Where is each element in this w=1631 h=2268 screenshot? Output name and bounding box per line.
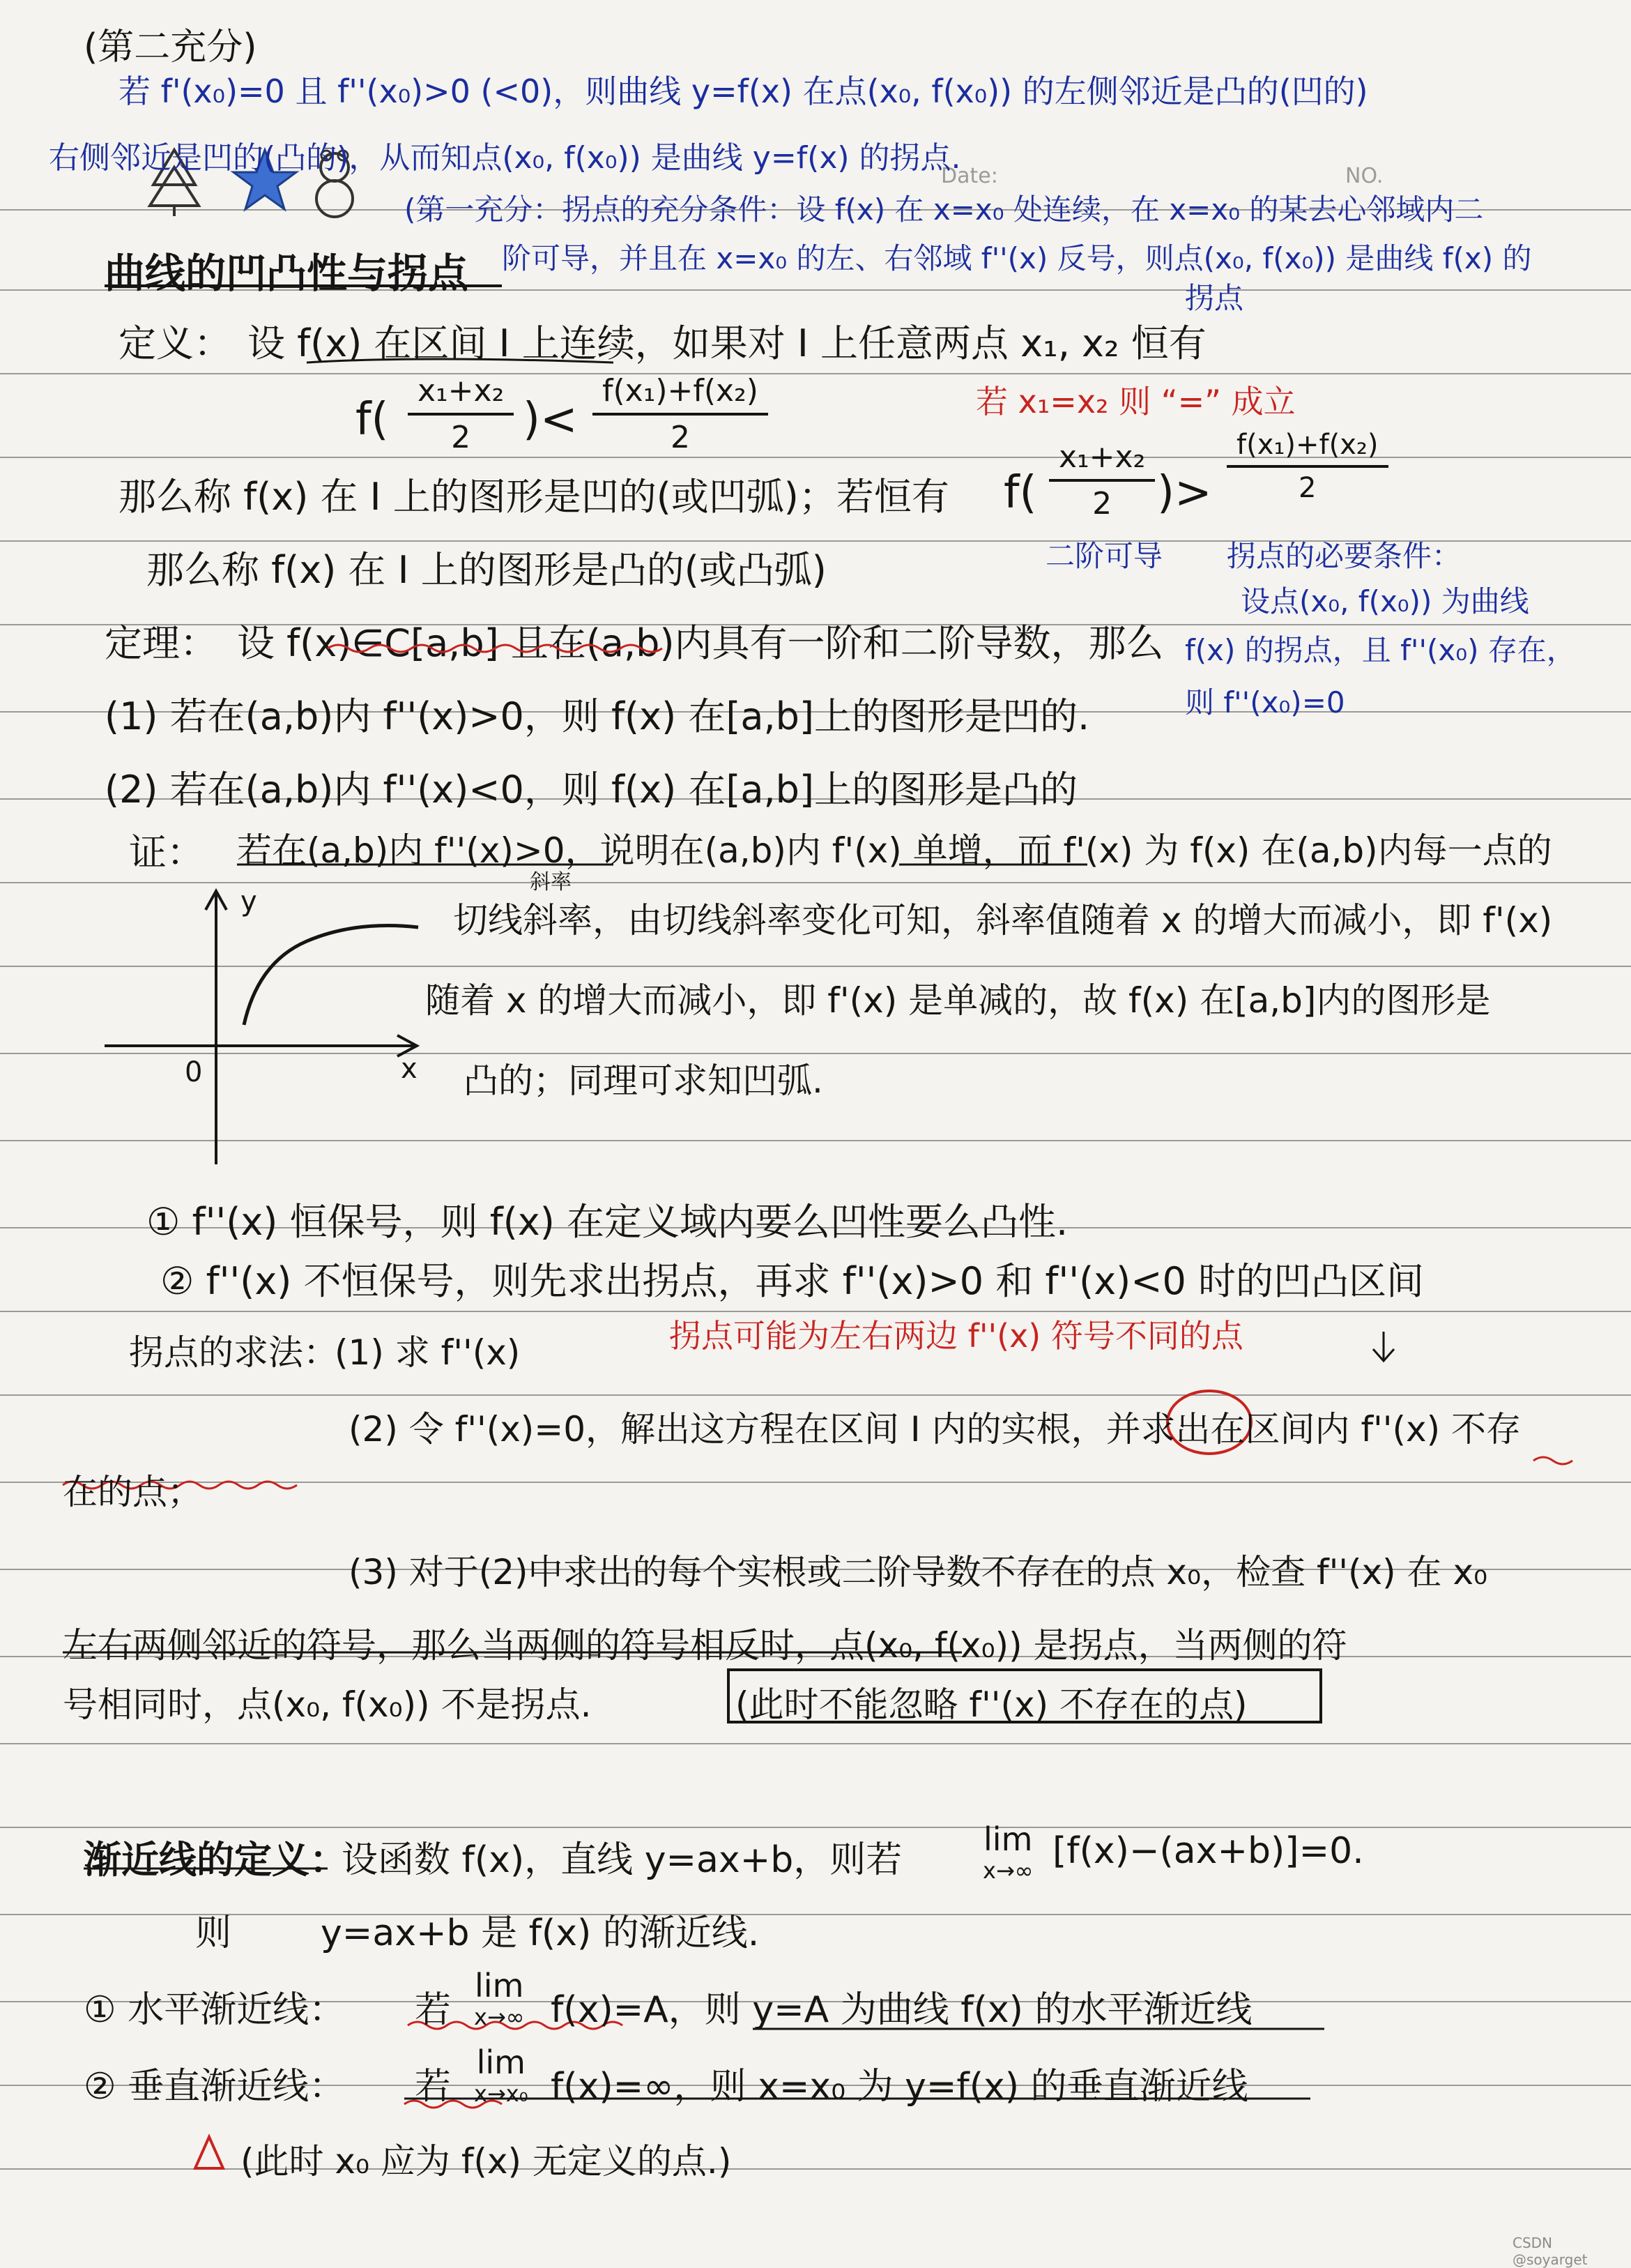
proof-label: 证：	[129, 830, 204, 874]
red-note-equality: 若 x₁=x₂ 则 “=” 成立	[976, 383, 1296, 420]
horizontal-limit-sub: x→∞	[474, 2004, 525, 2030]
ineq2-f: f(	[1004, 467, 1037, 519]
second-sufficient-text-2: 右侧邻近是凹的(凸的)，从而知点(x₀, f(x₀)) 是曲线 y=f(x) 的拐点.	[49, 140, 961, 176]
asymptote-limit-sub: x→∞	[983, 1857, 1034, 1884]
vertical-asymptote-note: (此时 x₀ 应为 f(x) 无定义的点.)	[240, 2141, 732, 2182]
ruled-line	[0, 1482, 1631, 1483]
proof-line-1: 若在(a,b)内 f''(x)>0，说明在(a,b)内 f'(x) 单增，而 f'(x) 为 f(x) 在(a,b)内每一点的	[237, 830, 1552, 871]
graph-axis-y-label: y	[240, 885, 257, 918]
ruled-line	[0, 882, 1631, 883]
ruled-line	[0, 1140, 1631, 1141]
theorem-label: 定理：	[105, 621, 217, 665]
vertical-asymptote-text: f(x)=∞，则 x=x₀ 为 y=f(x) 的垂直渐近线	[551, 2066, 1248, 2108]
ineq2-relation: )>	[1157, 467, 1212, 519]
blue-necessary-1: 拐点的必要条件：	[1227, 539, 1462, 573]
method-step-3a: (3) 对于(2)中求出的每个实根或二阶导数不存在的点 x₀，检查 f''(x) 在 x₀	[349, 1552, 1488, 1592]
no-label: NO.	[1345, 164, 1384, 188]
vertical-limit-sub: x→x₀	[474, 2080, 528, 2107]
second-sufficient-text-1: 若 f'(x₀)=0 且 f''(x₀)>0 (<0)，则曲线 y=f(x) 在点(x₀, f(x₀)) 的左侧邻近是凸的(凹的)	[118, 73, 1368, 110]
asymptote-then-label: 则	[195, 1912, 232, 1954]
theorem-text: 设 f(x)∈C[a,b] 且在(a,b)内具有一阶和二阶导数，那么	[237, 621, 1164, 665]
ineq1-rhs-fraction	[592, 373, 768, 455]
red-note-inflection: 拐点可能为左右两边 f''(x) 符号不同的点	[669, 1317, 1243, 1355]
ruled-line	[0, 1743, 1631, 1744]
convex-definition: 那么称 f(x) 在 I 上的图形是凸的(或凸弧)	[146, 548, 827, 592]
theorem-case-1: (1) 若在(a,b)内 f''(x)>0，则 f(x) 在[a,b]上的图形是凹的.	[105, 694, 1090, 738]
proof-slope-small: 斜率	[530, 870, 572, 895]
ineq1-f: f(	[355, 394, 389, 446]
vertical-asymptote-label: ② 垂直渐近线：	[84, 2066, 346, 2108]
ineq1-lhs-numerator: x₁+x₂	[408, 373, 514, 416]
asymptote-limit-word: lim	[983, 1820, 1033, 1858]
blue-necessary-2: 设点(x₀, f(x₀)) 为曲线	[1241, 584, 1529, 618]
proof-line-2: 切线斜率，由切线斜率变化可知，斜率值随着 x 的增大而减小，即 f'(x)	[453, 900, 1553, 941]
asymptote-definition: 设函数 f(x)，直线 y=ax+b，则若	[342, 1839, 903, 1881]
ruled-line	[0, 1394, 1631, 1396]
ruled-line	[0, 1914, 1631, 1915]
graph-axis-x-label: x	[401, 1053, 418, 1085]
horizontal-asymptote-limit	[474, 1967, 525, 2030]
blue-necessary-4: 则 f''(x₀)=0	[1185, 685, 1345, 720]
first-sufficient-text-1: (第一充分：拐点的充分条件：设 f(x) 在 x=x₀ 处连续，在 x=x₀ 的某去心邻域内二	[404, 192, 1484, 227]
horizontal-asymptote-if: 若	[415, 1989, 452, 2031]
method-step-3-boxed-note: (此时不能忽略 f''(x) 不存在的点)	[735, 1684, 1248, 1725]
section-title-asymptote: 渐近线的定义：	[84, 1838, 347, 1882]
vertical-asymptote-limit	[474, 2046, 528, 2105]
first-sufficient-text-2: 阶可导，并且在 x=x₀ 的左、右邻域 f''(x) 反号，则点(x₀, f(x₀)) 是曲线 f(x) 的	[502, 241, 1532, 275]
method-step-1: (1) 求 f''(x)	[335, 1332, 521, 1373]
theorem-case-2: (2) 若在(a,b)内 f''(x)<0，则 f(x) 在[a,b]上的图形是凸的	[105, 768, 1078, 812]
vertical-asymptote-if: 若	[415, 2066, 452, 2108]
ruled-line	[0, 1827, 1631, 1828]
note-always-same-sign: ① f''(x) 恒保号，则 f(x) 在定义域内要么凹性要么凸性.	[146, 1200, 1069, 1244]
note-not-same-sign: ② f''(x) 不恒保号，则先求出拐点，再求 f''(x)>0 和 f''(x)<0 时的凹凸区间	[160, 1259, 1424, 1303]
blue-second-derivative-note: 二阶可导	[1046, 539, 1163, 573]
concave-definition: 那么称 f(x) 在 I 上的图形是凹的(或凹弧)；若恒有	[118, 475, 949, 519]
ineq2-rhs-numerator: f(x₁)+f(x₂)	[1227, 429, 1388, 468]
method-step-2b: 在的点；	[63, 1472, 202, 1512]
ruled-line	[0, 373, 1631, 374]
red-wave-method-end	[1533, 1457, 1572, 1464]
ineq1-rhs-denominator: 2	[670, 420, 690, 455]
ineq1-lhs-fraction	[408, 373, 514, 455]
ruled-line	[0, 966, 1631, 967]
graph-curve	[244, 926, 418, 1026]
method-label: 拐点的求法：	[129, 1332, 338, 1373]
watermark-credit: CSDN @soyarget	[1513, 2235, 1588, 2268]
ineq1-relation: )<	[523, 394, 578, 446]
first-sufficient-text-3: 拐点	[1185, 281, 1244, 315]
graph-origin-label: 0	[185, 1056, 203, 1088]
blue-necessary-3: f(x) 的拐点，且 f''(x₀) 存在，	[1185, 633, 1576, 667]
method-step-2a: (2) 令 f''(x)=0，解出这方程在区间 I 内的实根，并求出在区间内 f''(x) 不存	[349, 1409, 1522, 1449]
horizontal-asymptote-text: f(x)=A，则 y=A 为曲线 f(x) 的水平渐近线	[551, 1989, 1253, 2031]
definition-label: 定义：	[118, 321, 231, 365]
ineq2-lhs-fraction	[1049, 439, 1155, 522]
proof-line-4: 凸的；同理可求知凹弧.	[464, 1060, 823, 1101]
method-step-3b: 左右两侧邻近的符号，那么当两侧的符号相反时，点(x₀, f(x₀)) 是拐点，当两侧的符	[63, 1625, 1347, 1666]
horizontal-asymptote-label: ① 水平渐近线：	[84, 1989, 346, 2031]
asymptote-expression: [f(x)−(ax+b)]=0.	[1052, 1830, 1364, 1872]
definition-text: 设 f(x) 在区间 I 上连续，如果对 I 上任意两点 x₁, x₂ 恒有	[247, 321, 1207, 365]
red-arrow-mark	[1373, 1332, 1394, 1361]
section-title-concavity: 曲线的凹凸性与拐点	[105, 250, 469, 297]
proof-line-3: 随着 x 的增大而减小，即 f'(x) 是单减的，故 f(x) 在[a,b]内的图形是	[425, 980, 1491, 1021]
horizontal-limit-word: lim	[475, 1967, 524, 2004]
date-label: Date:	[941, 164, 998, 188]
ineq2-rhs-fraction	[1227, 429, 1388, 504]
method-step-3c: 号相同时，点(x₀, f(x₀)) 不是拐点.	[63, 1684, 592, 1725]
ineq1-rhs-numerator: f(x₁)+f(x₂)	[592, 373, 768, 416]
graph-axes	[105, 891, 417, 1164]
red-warning-icon	[195, 2137, 223, 2168]
asymptote-limit	[983, 1820, 1034, 1884]
second-sufficient-label: (第二充分)	[84, 26, 257, 68]
ineq2-lhs-denominator: 2	[1092, 486, 1112, 522]
asymptote-then-text: y=ax+b 是 f(x) 的渐近线.	[321, 1912, 760, 1954]
ineq2-lhs-numerator: x₁+x₂	[1049, 439, 1155, 482]
ineq1-lhs-denominator: 2	[451, 420, 471, 455]
ineq2-rhs-denominator: 2	[1299, 472, 1317, 504]
vertical-limit-word: lim	[476, 2044, 526, 2081]
